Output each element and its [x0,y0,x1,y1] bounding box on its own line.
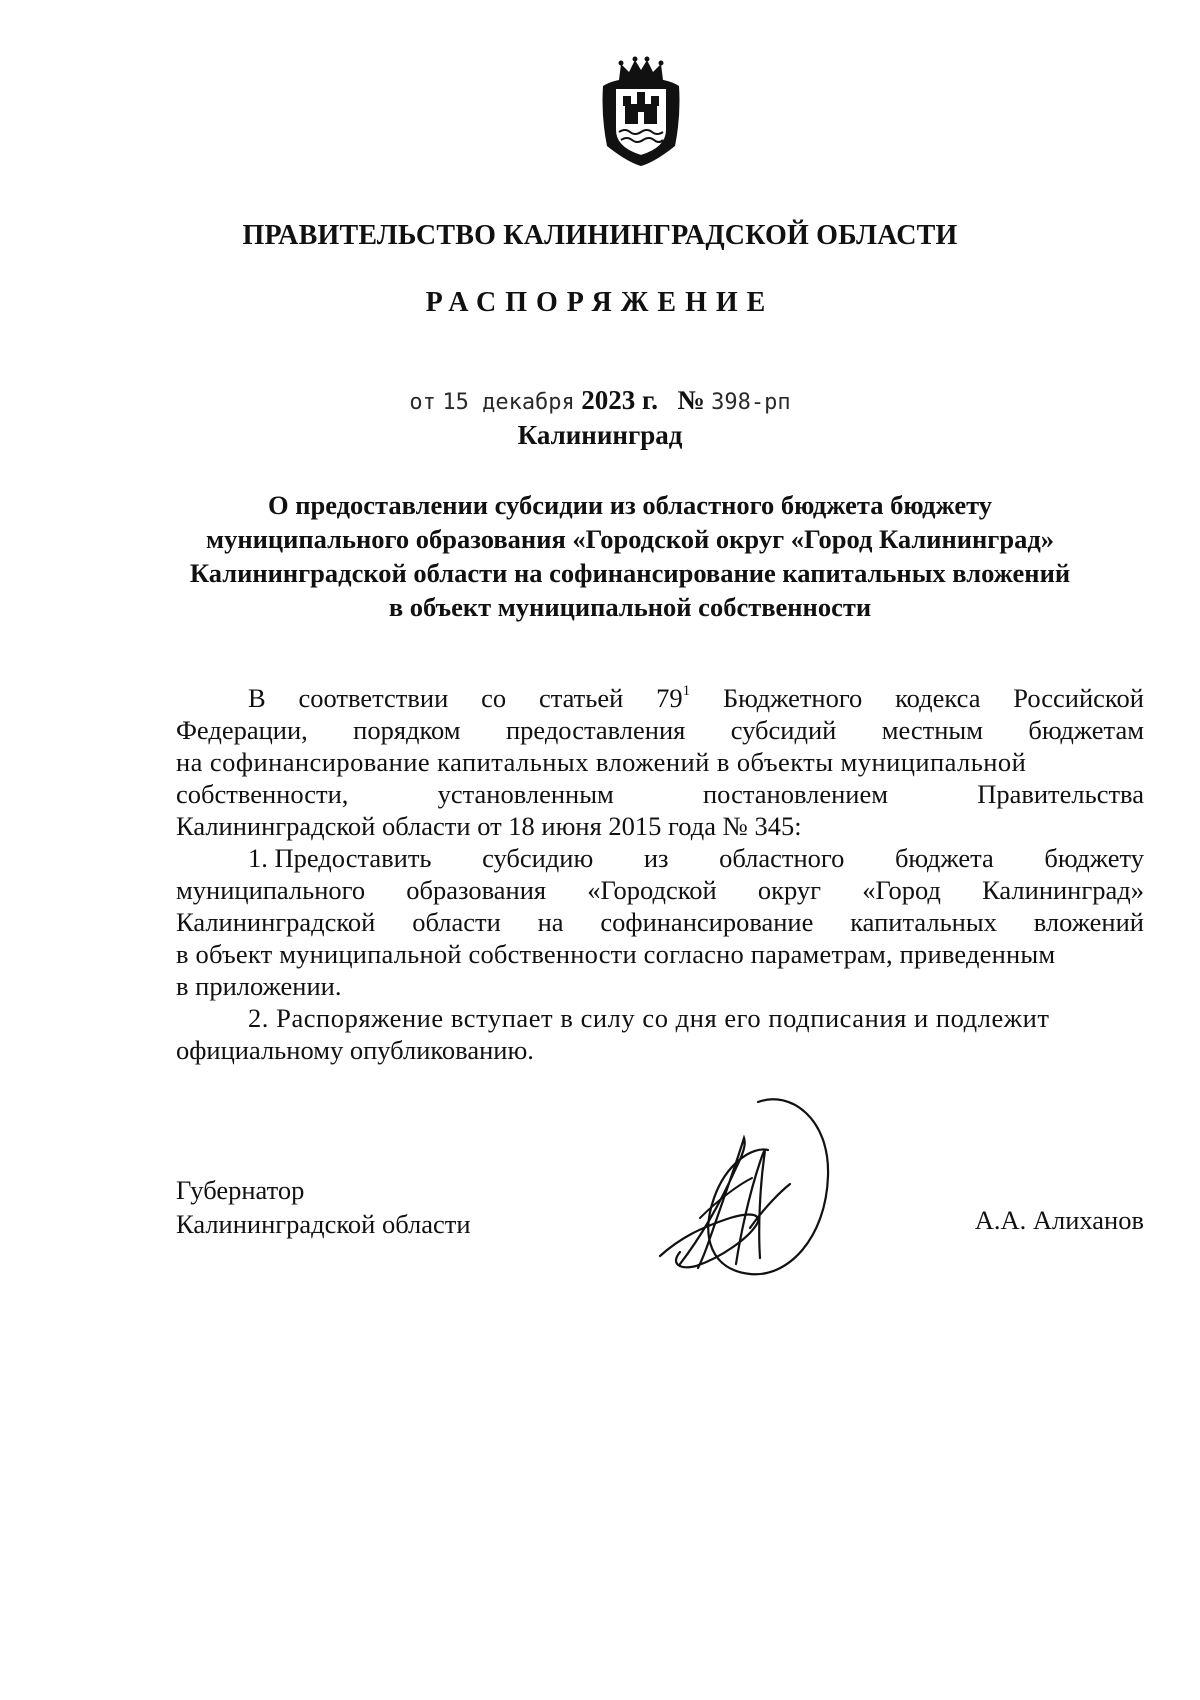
item1-line [176,906,1144,938]
document-year: 2023 г. [581,385,659,415]
preamble-line: на софинансирование капитальных вложений в объекты муниципальной [176,747,1027,777]
word: В [248,683,266,713]
number-sign: № [677,385,705,415]
word: со [481,683,507,713]
word: Российской [1013,683,1144,713]
word: собственности, [176,779,349,809]
subject-line: О предоставлении субсидии из областного бюджета бюджету [267,490,993,520]
subject-line: муниципального образования «Городской округ «Город Калининград» [206,524,1054,554]
word: «Город [862,875,941,905]
word: Федерации, [176,715,308,745]
document-date: 15 декабря [442,390,575,415]
preamble-line [176,714,1144,746]
word: субсидию [482,843,594,873]
date-prefix: от [409,390,436,415]
word: вложений [1033,907,1144,937]
word: предоставления [505,715,686,745]
word: Бюджетного [722,683,863,713]
word: постановлением [703,779,888,809]
word: капитальных [850,907,997,937]
signatory-position [176,1173,471,1241]
document-body [176,682,1144,1066]
word: из [643,843,669,873]
word: Калининградской [176,907,376,937]
subject-line: в объект муниципальной собственности [388,592,872,622]
kaliningrad-coat-of-arms-icon [597,56,685,168]
word: образования [406,875,547,905]
word: 1. Предоставить [248,843,432,873]
word: бюджета [894,843,994,873]
signatory-name: А.А. Алиханов [974,1205,1144,1235]
item1-line: в приложении. [176,971,342,1001]
word: муниципального [176,875,366,905]
word: Калининград» [982,875,1144,905]
word: области [412,907,501,937]
word: установленным [437,779,614,809]
item1-line: в объект муниципальной собственности согласно параметрам, приведенным [176,939,1056,969]
word: бюджетам [1028,715,1144,745]
word: бюджету [1044,843,1144,873]
item2-line: официальному опубликованию. [176,1035,534,1065]
document-type-heading: РАСПОРЯЖЕНИЕ [425,287,775,318]
preamble-line [176,682,1144,714]
item2-line: 2. Распоряжение вступает в силу со дня его подписания и подлежит [248,1003,1050,1033]
preamble-line: Калининградской области от 18 июня 2015 года № 345: [176,811,802,841]
word: кодекса [895,683,981,713]
word: субсидий [730,715,837,745]
article-number-superscript: 1 [682,683,691,699]
article-number [656,682,690,714]
subject-line: Калининградской области на софинансирование капитальных вложений [189,558,1071,588]
article-number-base: 79 [656,683,683,713]
item1-line [176,874,1144,906]
item1-line [176,842,1144,874]
signatory-position-line: Губернатор [176,1175,305,1205]
organization-title: ПРАВИТЕЛЬСТВО КАЛИНИНГРАДСКОЙ ОБЛАСТИ [242,220,958,251]
document-city: Калининград [517,420,683,450]
word: округ [757,875,822,905]
word: порядком [353,715,461,745]
signatory-position-line: Калининградской области [176,1209,471,1239]
word: статьей [538,683,624,713]
word: Правительства [977,779,1144,809]
registration-line [0,385,1200,416]
word: соответствии [298,683,449,713]
word: на [537,907,564,937]
word: местным [881,715,984,745]
preamble-line [176,778,1144,810]
document-subject [150,488,1110,624]
word: областного [719,843,845,873]
document-number: 398-рп [711,390,791,415]
word: софинансирование [600,907,814,937]
word: «Городской [587,875,717,905]
handwritten-signature [640,1088,850,1288]
